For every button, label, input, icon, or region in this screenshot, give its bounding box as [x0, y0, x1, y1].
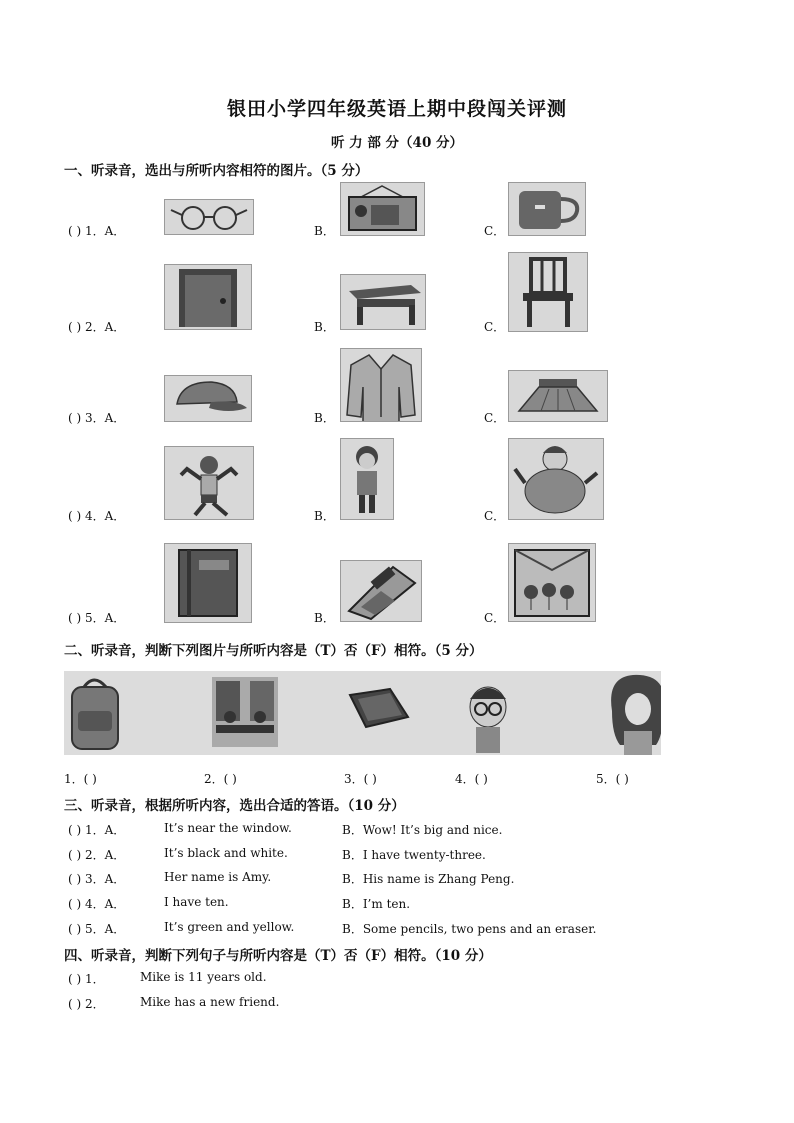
question-number: ( ) 1． [68, 972, 105, 986]
question-number: ( ) 2． [68, 997, 105, 1011]
answer-b: B．Some pencils, two pens and an eraser. [342, 922, 597, 936]
picture-book-icon[interactable] [508, 543, 596, 622]
answer-b: B．Wow! It’s big and nice. [342, 823, 503, 837]
judge-item: 1．( ) [64, 772, 97, 786]
chair-icon[interactable] [508, 252, 588, 332]
judge-item: 5．( ) [596, 772, 629, 786]
option-c-label: C． [484, 509, 506, 523]
skirt-icon[interactable] [508, 370, 608, 422]
question-number: ( ) 1．A． [68, 224, 126, 238]
classroom-icon [212, 677, 278, 747]
question-number: ( ) 1．A． [68, 823, 126, 837]
answer-b: B．I’m ten. [342, 897, 411, 911]
statement-text: Mike has a new friend. [140, 995, 280, 1009]
girl-icon [611, 675, 661, 755]
section2-picture-strip [64, 671, 661, 755]
option-b-label: B． [314, 320, 335, 334]
boy-glasses-icon [470, 687, 506, 753]
picture-frame-icon[interactable] [340, 182, 425, 236]
section3-heading: 三、听录音，根据所听内容，选出合适的答语。（10 分） [64, 798, 405, 814]
question-number: ( ) 3．A． [68, 411, 126, 425]
cap-icon[interactable] [164, 375, 252, 422]
section2-heading: 二、听录音，判断下列图片与所听内容是（T）否（F）相符。（5 分） [64, 643, 483, 659]
page-title: 银田小学四年级英语上期中段闯关评测 [226, 98, 567, 120]
answer-a: It’s black and white. [164, 846, 288, 860]
answer-a: It’s green and yellow. [164, 920, 295, 934]
judge-item: 3．( ) [344, 772, 377, 786]
chinese-book-icon[interactable] [340, 560, 422, 622]
answer-b: B．His name is Zhang Peng. [342, 872, 515, 886]
fat-boy-icon[interactable] [508, 438, 604, 520]
question-number: ( ) 5．A． [68, 611, 126, 625]
cup-icon[interactable] [508, 182, 586, 236]
schoolbag-icon [72, 680, 118, 749]
question-number: ( ) 2．A． [68, 848, 126, 862]
strong-boy-icon[interactable] [164, 446, 254, 520]
section1-heading: 一、听录音，选出与所听内容相符的图片。（5 分） [64, 163, 369, 179]
jacket-icon[interactable] [340, 348, 422, 422]
book-icon [350, 689, 408, 727]
question-number: ( ) 3．A． [68, 872, 126, 886]
glasses-icon[interactable] [164, 199, 254, 235]
short-boy-icon[interactable] [340, 438, 394, 520]
option-c-label: C． [484, 224, 506, 238]
desk-icon[interactable] [340, 274, 426, 330]
option-b-label: B． [314, 509, 335, 523]
question-number: ( ) 5．A． [68, 922, 126, 936]
judge-item: 4．( ) [455, 772, 488, 786]
option-c-label: C． [484, 320, 506, 334]
answer-a: It’s near the window. [164, 821, 292, 835]
judge-item: 2．( ) [204, 772, 237, 786]
question-number: ( ) 4．A． [68, 897, 126, 911]
question-number: ( ) 2．A． [68, 320, 126, 334]
answer-a: I have ten. [164, 895, 229, 909]
option-b-label: B． [314, 611, 335, 625]
statement-text: Mike is 11 years old. [140, 970, 267, 984]
answer-b: B．I have twenty-three. [342, 848, 486, 862]
section4-heading: 四、听录音，判断下列句子与所听内容是（T）否（F）相符。（10 分） [64, 948, 492, 964]
option-c-label: C． [484, 411, 506, 425]
book-icon[interactable] [164, 543, 252, 623]
door-icon[interactable] [164, 264, 252, 330]
answer-a: Her name is Amy. [164, 870, 272, 884]
option-b-label: B． [314, 411, 335, 425]
question-number: ( ) 4．A． [68, 509, 126, 523]
option-b-label: B． [314, 224, 335, 238]
section-subtitle: 听 力 部 分（40 分） [330, 135, 464, 151]
option-c-label: C． [484, 611, 506, 625]
